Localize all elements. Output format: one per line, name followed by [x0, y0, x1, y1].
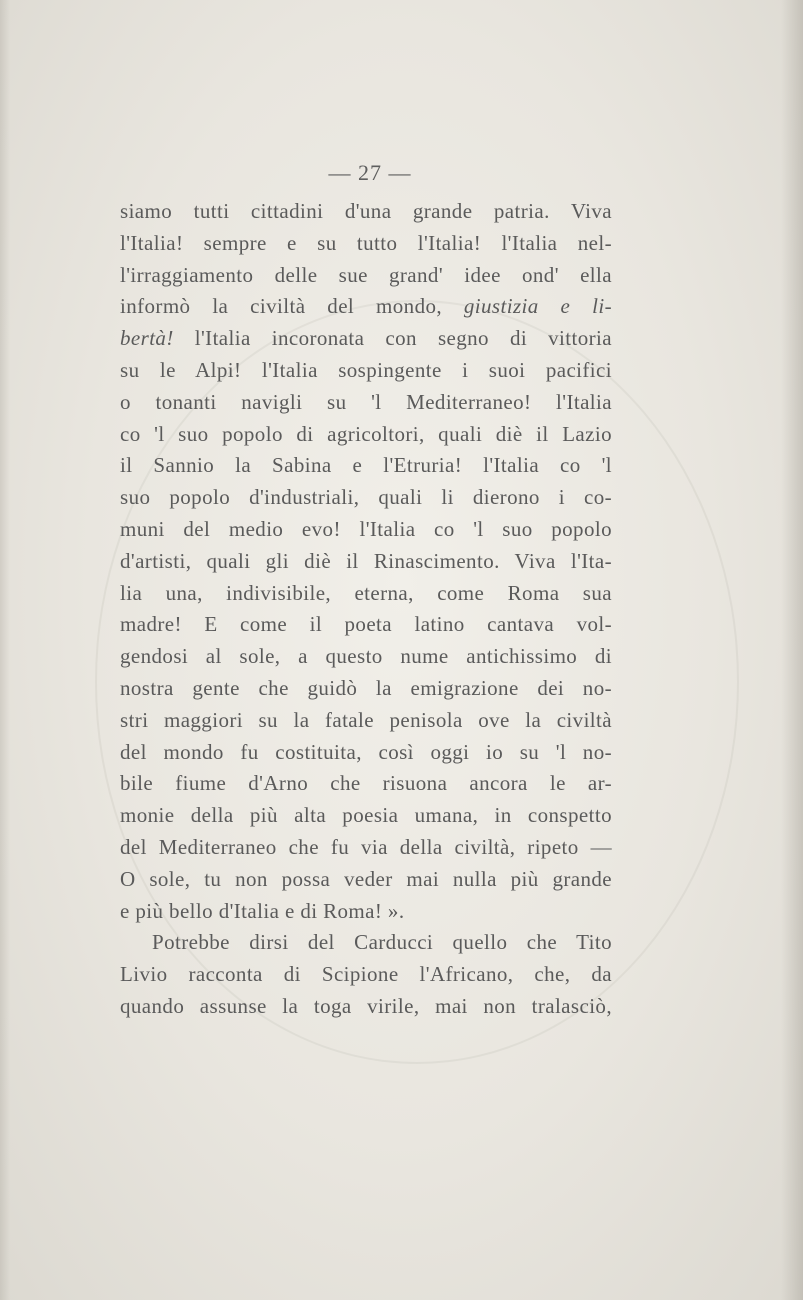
text-line — [120, 291, 612, 323]
text-line: l'Italia! sempre e su tutto l'Italia! l'Italia nel- — [120, 230, 612, 255]
text-line: gendosi al sole, a questo nume antichissimo di — [120, 644, 612, 669]
text-line: d'artisti, quali gli diè il Rinascimento. Viva l'Ita- — [120, 548, 612, 573]
text-line: del mondo fu costituita, così oggi io su 'l no- — [120, 739, 612, 764]
text-line: il Sannio la Sabina e l'Etruria! l'Italia co 'l — [120, 453, 612, 478]
text-line: l'irraggiamento delle sue grand' idee ond' ella — [120, 262, 612, 287]
text-line: del Mediterraneo che fu via della civiltà, ripeto — — [120, 834, 612, 859]
text-line: su le Alpi! l'Italia sospingente i suoi pacifici — [120, 357, 612, 382]
text-line: nostra gente che guidò la emigrazione dei no- — [120, 675, 612, 700]
italic-segment: bertà! — [120, 326, 174, 351]
text-line: O sole, tu non possa veder mai nulla più grande — [120, 866, 612, 891]
text-line: suo popolo d'industriali, quali li dierono i co- — [120, 485, 612, 510]
body-text — [120, 196, 612, 1023]
text-line: lia una, indivisibile, eterna, come Roma sua — [120, 580, 612, 605]
text-segment: l'Italia incoronata con segno di vittoria — [173, 326, 612, 351]
text-line: monie della più alta poesia umana, in conspetto — [120, 803, 612, 828]
text-line: madre! E come il poeta latino cantava vol- — [120, 612, 612, 637]
text-line: Livio racconta di Scipione l'Africano, che, da — [120, 962, 612, 987]
italic-segment: giustizia e li- — [463, 294, 612, 319]
text-line: siamo tutti cittadini d'una grande patria. Viva — [120, 199, 612, 223]
text-line: Potrebbe dirsi del Carducci quello che Tito — [152, 930, 612, 955]
text-line: co 'l suo popolo di agricoltori, quali diè il Lazio — [120, 421, 612, 446]
text-line: bile fiume d'Arno che risuona ancora le ar- — [120, 771, 612, 796]
text-line: muni del medio evo! l'Italia co 'l suo popolo — [120, 516, 612, 541]
text-line: e più bello d'Italia e di Roma! ». — [120, 898, 405, 923]
text-line: o tonanti navigli su 'l Mediterraneo! l'Italia — [120, 389, 612, 414]
page-number: — 27 — — [328, 160, 412, 185]
text-line: quando assunse la toga virile, mai non tralasciò, — [120, 993, 612, 1018]
text-line: stri maggiori su la fatale penisola ove la civiltà — [120, 707, 612, 732]
text-segment: informò la civiltà del mondo, — [120, 294, 464, 319]
text-line — [120, 323, 612, 355]
